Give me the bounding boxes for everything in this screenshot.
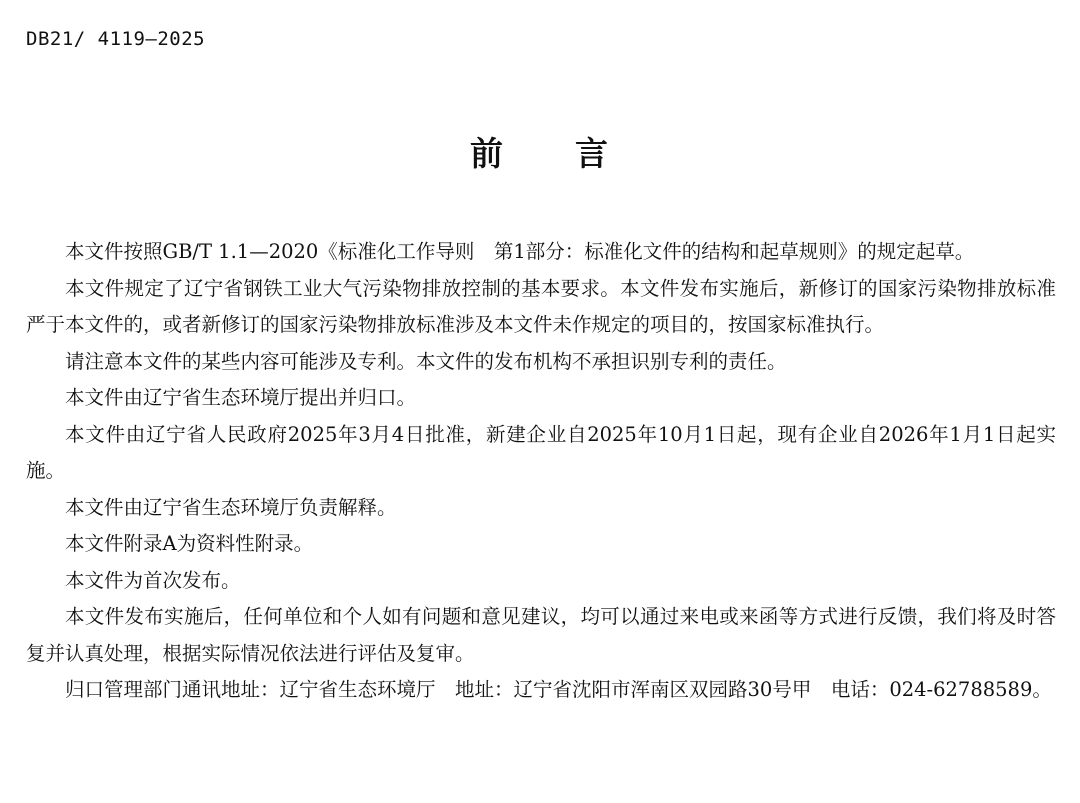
paragraph-interpretation: 本文件由辽宁省生态环境厅负责解释。 [65, 495, 397, 519]
document-code: DB21/ 4119—2025 [26, 28, 206, 50]
paragraph-approval: 本文件由辽宁省人民政府2025年3月4日批准，新建企业自2025年10月1日起，现有企业自2026年1月1日起实施。 [26, 422, 1056, 482]
paragraph-scope: 本文件规定了辽宁省钢铁工业大气污染物排放控制的基本要求。本文件发布实施后，新修订的国家污染物排放标准严于本文件的，或者新修订的国家污染物排放标准涉及本文件未作规定的项目的，按国家标准执行。 [26, 276, 1056, 336]
title-char-2: 言 [575, 134, 610, 173]
paragraph-feedback: 本文件发布实施后，任何单位和个人如有问题和意见建议，均可以通过来电或来函等方式进行反馈，我们将及时答复并认真处理，根据实际情况依法进行评估及复审。 [26, 605, 1056, 665]
title-char-1: 前 [470, 134, 505, 173]
paragraph-contact: 归口管理部门通讯地址：辽宁省生态环境厅 地址：辽宁省沈阳市浑南区双园路30号甲 电话：024-62788589。 [65, 678, 1052, 701]
paragraph-drafting-rules: 本文件按照GB/T 1.1—2020《标准化工作导则 第1部分：标准化文件的结构和起草规则》的规定起草。 [65, 240, 975, 263]
page-title [0, 128, 1080, 175]
paragraph-patent-notice: 请注意本文件的某些内容可能涉及专利。本文件的发布机构不承担识别专利的责任。 [65, 349, 787, 373]
paragraph-appendix: 本文件附录A为资料性附录。 [65, 532, 314, 555]
paragraph-first-release: 本文件为首次发布。 [65, 568, 241, 592]
foreword-body [26, 234, 1056, 709]
paragraph-proposer: 本文件由辽宁省生态环境厅提出并归口。 [65, 386, 417, 409]
